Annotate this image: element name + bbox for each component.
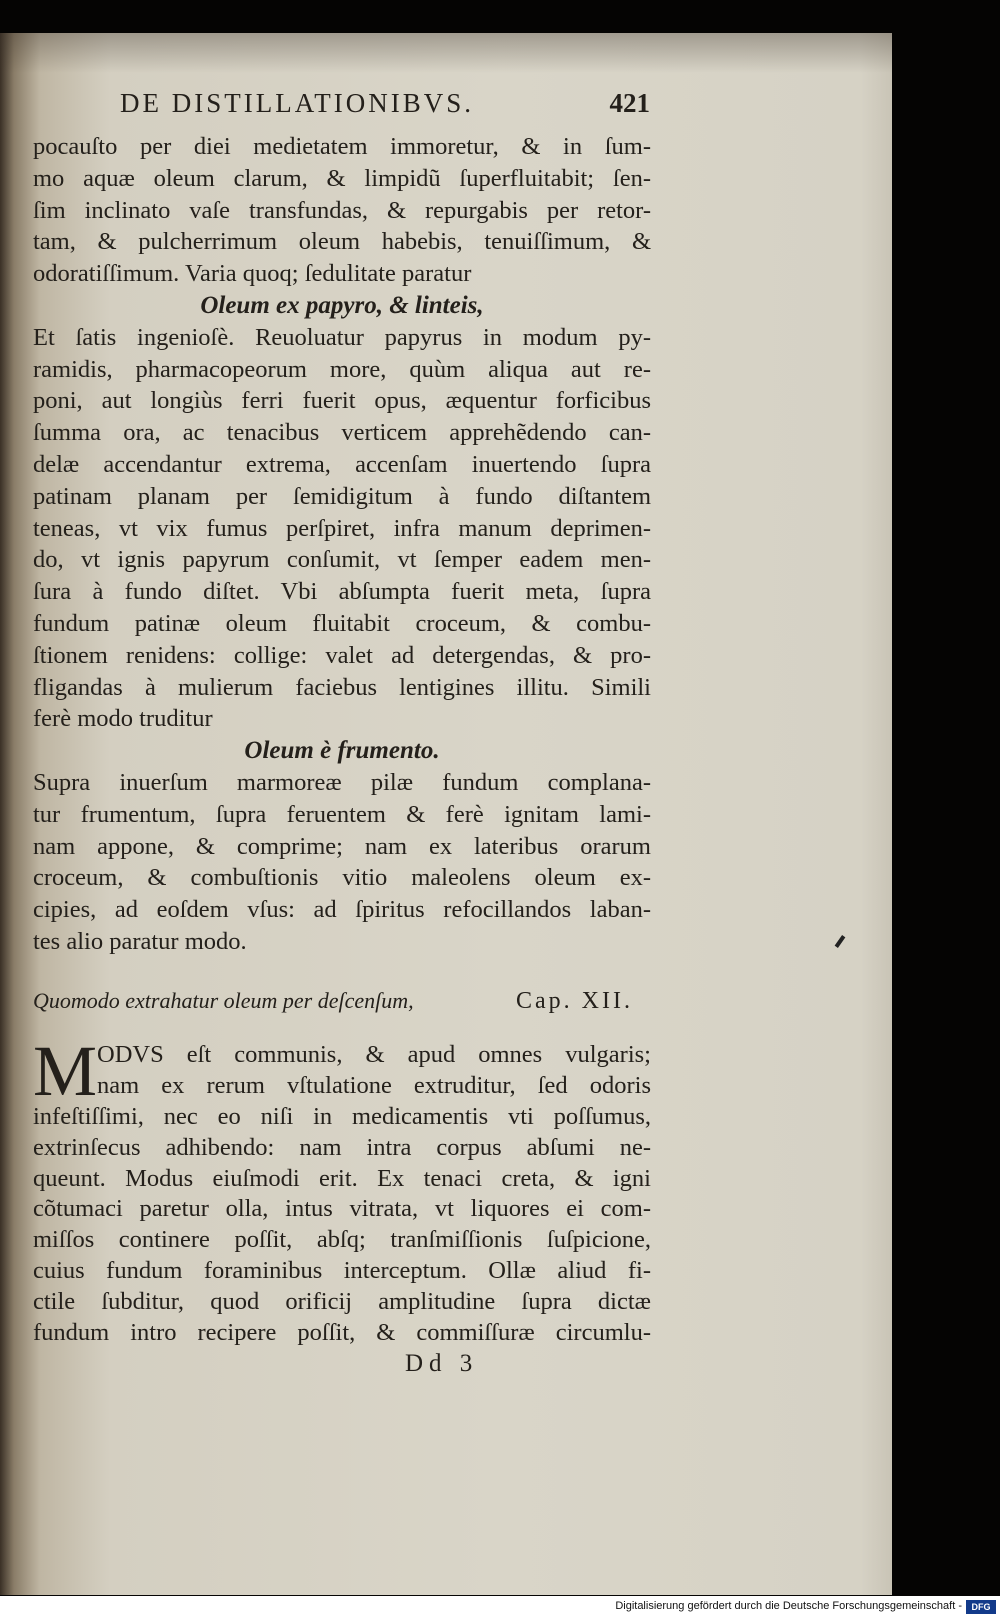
text-line: fundum intro recipere poſſit, & commiſſuræ circumlu- [33, 1319, 651, 1347]
dfg-logo: DFG [966, 1600, 996, 1614]
text-line: cuius fundum foraminibus interceptum. Ollæ aliud fi- [33, 1257, 651, 1285]
text-line: fligandas à mulierum faciebus lentigines illitu. Simili [33, 673, 651, 701]
text-line: ctile ſubditur, quod orificij amplitudine ſupra dictæ [33, 1288, 651, 1316]
page-number: 421 [609, 88, 650, 118]
text-line: ferè modo truditur [33, 705, 213, 733]
text-line: odoratiſſimum. Varia quoq; ſedulitate paratur [33, 260, 472, 288]
text-line: delæ accendantur extrema, accenſam inuertendo ſupra [33, 450, 651, 478]
chapter-title: Quomodo extrahatur oleum per deſcenſum, [33, 988, 414, 1013]
chapter-number: Cap. XII. [516, 988, 633, 1014]
drop-cap: M [33, 1031, 98, 1111]
text-line: poni, aut longiùs ferri fuerit opus, æquentur forficibus [33, 387, 651, 415]
footer-credit: Digitalisierung gefördert durch die Deutsche Forschungsgemeinschaft - [615, 1600, 962, 1612]
text-line: extrinſecus adhibendo: nam intra corpus abſumi ne- [33, 1133, 651, 1161]
text-line: tes alio paratur modo. [33, 927, 247, 955]
text-line: mo aquæ oleum clarum, & limpidũ ſuperfluitabit; ſen- [33, 164, 651, 192]
text-line: patinam planam per ſemidigitum à fundo diſtantem [33, 482, 651, 510]
running-head [120, 88, 650, 119]
signature-mark: Dd 3 [405, 1350, 479, 1377]
text-line: ſura à fundo diſtet. Vbi abſumpta fuerit meta, ſupra [33, 578, 651, 606]
text-line: nam ex rerum vſtulatione extruditur, ſed odoris [97, 1071, 651, 1099]
text-line: ſumma ora, ac tenacibus verticem apprehẽdendo can- [33, 419, 651, 447]
footer-bar [0, 1596, 1000, 1618]
text-line: do, vt ignis papyrum conſumit, vt ſemper eadem men- [33, 546, 651, 574]
text-line: ſtionem renidens: collige: valet ad detergendas, & pro- [33, 641, 651, 669]
text-line: cõtumaci paretur olla, intus vitrata, vt liquores ei com- [33, 1195, 651, 1223]
text-block-1 [33, 131, 651, 958]
chapter-heading [33, 984, 633, 1018]
text-line: cipies, ad eoſdem vſus: ad ſpiritus refocillandos laban- [33, 896, 651, 924]
text-line: miſſos continere poſſit, abſq; tranſmiſſionis ſuſpicione, [33, 1226, 651, 1254]
text-line: nam appone, & comprime; nam ex lateribus orarum [33, 832, 651, 860]
text-line: Supra inuerſum marmoreæ pilæ fundum complana- [33, 768, 651, 796]
section-heading: Oleum è frumento. [244, 737, 440, 765]
text-line: teneas, vt vix fumus perſpiret, infra manum deprimen- [33, 514, 651, 542]
text-line: queunt. Modus eiuſmodi erit. Ex tenaci creta, & igni [33, 1164, 651, 1192]
section-heading: Oleum ex papyro, & linteis, [200, 291, 484, 319]
text-line: pocauſto per diei medietatem immoretur, & in ſum- [33, 133, 651, 160]
text-line: Et ſatis ingenioſè. Reuoluatur papyrus in modum py- [33, 323, 651, 351]
text-line: ramidis, pharmacopeorum more, quùm aliqua aut re- [33, 355, 651, 383]
text-line: tur frumentum, ſupra feruentem & ferè ignitam lami- [33, 800, 651, 828]
text-line: infeſtiſſimi, nec eo niſi in medicamentis vti poſſumus, [33, 1102, 651, 1130]
text-line: tam, & pulcherrimum oleum habebis, tenuiſſimum, & [33, 228, 651, 256]
text-line: croceum, & combuſtionis vitio maleolens oleum ex- [33, 864, 651, 892]
text-block-2 [33, 1031, 651, 1349]
text-line: ſim inclinato vaſe transfundas, & repurgabis per retor- [33, 196, 651, 224]
text-line: ODVS eſt communis, & apud omnes vulgaris; [97, 1041, 651, 1068]
running-head-title: DE DISTILLATIONIBVS. [120, 88, 474, 118]
text-line: fundum patinæ oleum fluitabit croceum, & combu- [33, 609, 651, 637]
